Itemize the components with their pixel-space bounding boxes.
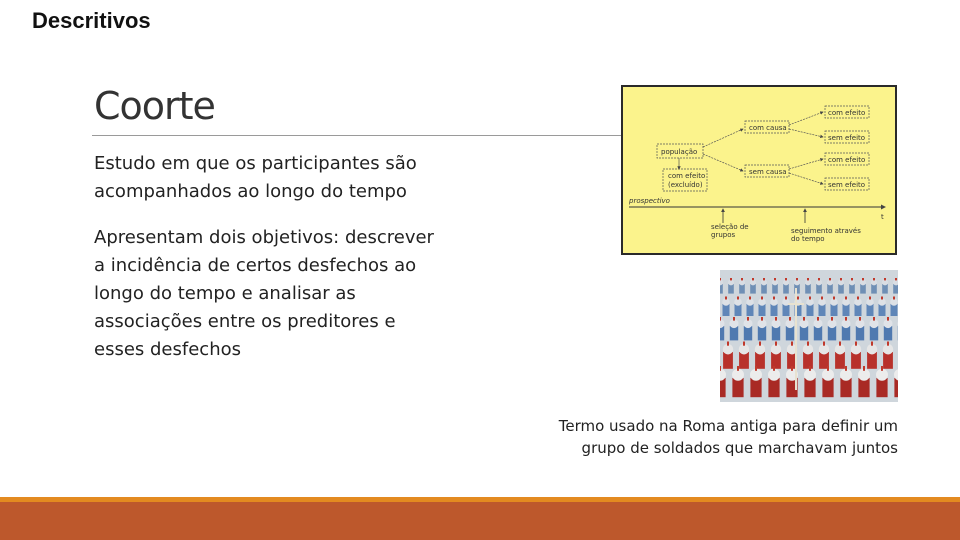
follow-up-label-1: seguimento através (791, 227, 861, 235)
without-cause-label: sem causa (749, 168, 787, 176)
excluded-label-2: (excluído) (668, 181, 703, 189)
title-divider (92, 135, 632, 136)
section-header: Descritivos (32, 8, 151, 33)
selection-label-1: seleção de (711, 223, 749, 231)
roman-soldiers-photo-icon (720, 270, 898, 402)
roman-soldiers-photo (720, 270, 898, 402)
prospective-label: prospectivo (629, 197, 670, 205)
definition-text: Estudo em que os participantes são acompanhados ao longo do tempo (94, 153, 417, 202)
photo-caption (498, 415, 898, 459)
caption-line-2: grupo de soldados que marchavam juntos (581, 439, 898, 457)
slide-title: Coorte (94, 84, 215, 128)
effect-label-2: com efeito (828, 156, 866, 164)
with-cause-label: com causa (749, 124, 787, 132)
time-axis-label: t (881, 213, 884, 221)
population-label: população (661, 148, 698, 156)
cohort-diagram-svg (623, 87, 895, 253)
footer-band (0, 502, 960, 540)
objectives-text: Apresentam dois objetivos: descrever a incidência de certos desfechos ao longo do tempo e analisar as associações entre os preditores e esses desfechos (94, 227, 434, 360)
effect-label-1: com efeito (828, 109, 866, 117)
excluded-label-1: com efeito (668, 172, 706, 180)
no-effect-label-2: sem efeito (828, 181, 866, 189)
follow-up-label-2: do tempo (791, 235, 825, 243)
caption-line-1: Termo usado na Roma antiga para definir um (558, 417, 898, 435)
selection-label-2: grupos (711, 231, 736, 239)
cohort-diagram (621, 85, 897, 255)
no-effect-label-1: sem efeito (828, 134, 866, 142)
